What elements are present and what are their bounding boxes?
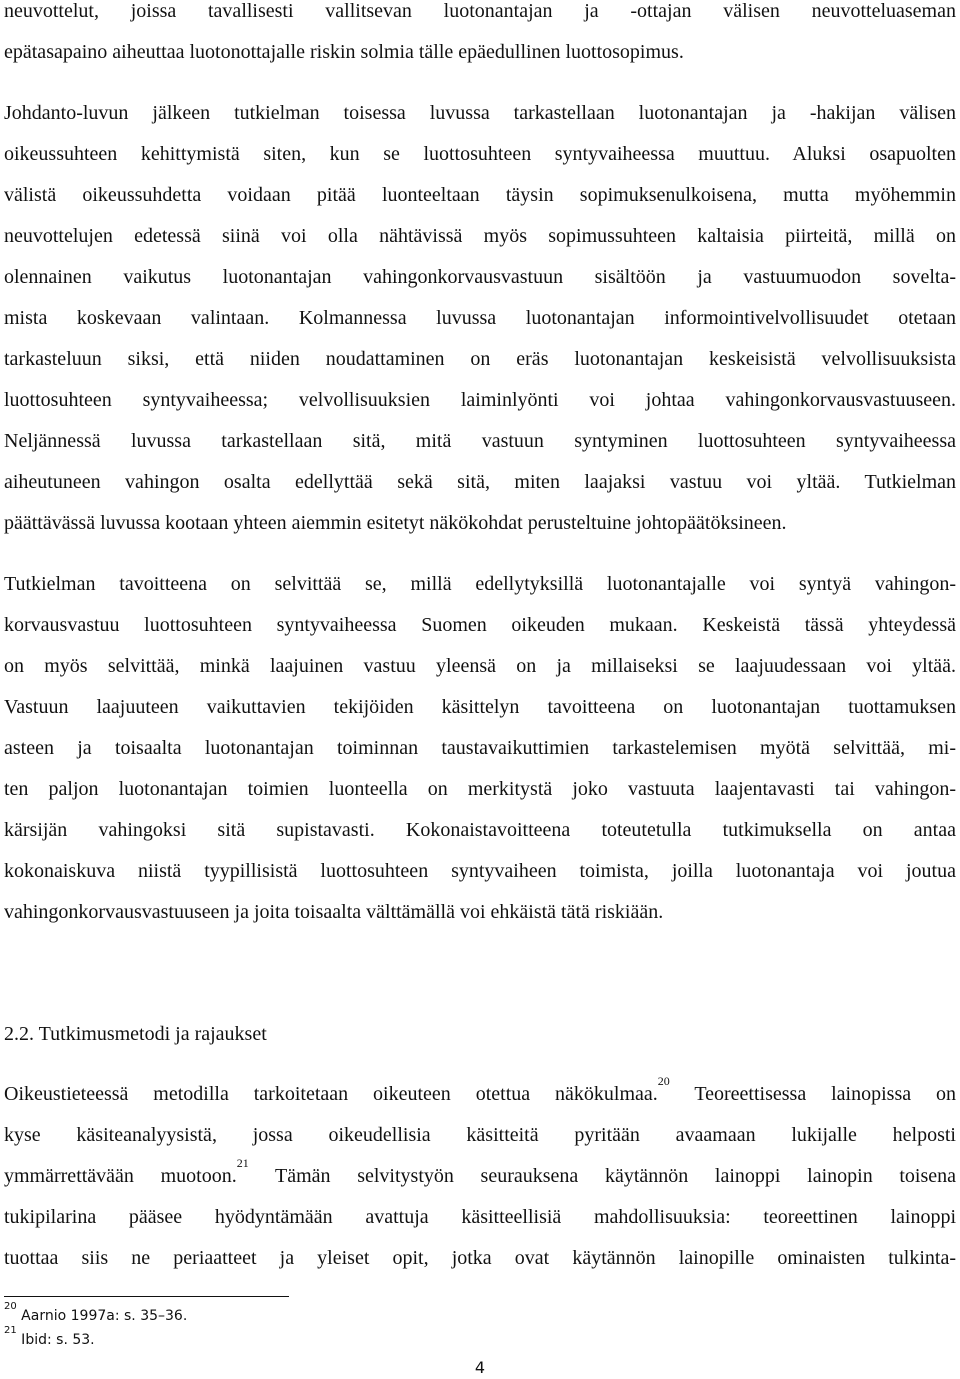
paragraph-line: mista koskevaan valintaan. Kolmannessa luvussa luotonantajan informointivelvollisuudet otetaan <box>4 307 956 329</box>
paragraph-line: oikeussuhteen kehittymistä siten, kun se luottosuhteen syntyvaiheessa muuttuu. Aluksi osapuolten <box>4 143 956 165</box>
footnote-text: Aarnio 1997a: s. 35–36. <box>16 1308 188 1324</box>
footnote-number: 21 <box>4 1325 17 1336</box>
paragraph-line: epätasapaino aiheuttaa luotonottajalle riskin solmia tälle epäedullinen luottosopimus. <box>4 41 684 63</box>
paragraph-line: kärsijän vahingoksi sitä supistavasti. Kokonaistavoitteena toteutetulla tutkimuksella on antaa <box>4 819 956 841</box>
paragraph-line: olennainen vaikutus luotonantajan vahingonkorvausvastuun sisältöön ja vastuumuodon sovelta- <box>4 266 956 288</box>
paragraph-line: päättävässä luvussa kootaan yhteen aiemmin esitetyt näkökohdat perusteltuine johtopäätöksineen. <box>4 512 787 534</box>
text-run: Oikeustieteessä metodilla tarkoitetaan oikeuteen otettua näkökulmaa. <box>4 1083 658 1105</box>
footnote <box>4 1301 188 1325</box>
section-heading: 2.2. Tutkimusmetodi ja rajaukset <box>4 1023 267 1045</box>
paragraph-line: Neljännessä luvussa tarkastellaan sitä, mitä vastuun syntyminen luottosuhteen syntyvaiheessa <box>4 430 956 452</box>
paragraph-line: tarkasteluun siksi, että niiden noudattaminen on eräs luotonantajan keskeisistä velvollisuuksista <box>4 348 956 370</box>
paragraph-line: Vastuun laajuuteen vaikuttavien tekijöiden käsittelyn tavoitteena on luotonantajan tuottamuksen <box>4 696 956 718</box>
paragraph-line: tuottaa siis ne periaatteet ja yleiset opit, jotka ovat käytännön lainopille ominaisten tulkinta- <box>4 1247 956 1269</box>
footnote-divider <box>4 1296 289 1297</box>
footnote-ref[interactable]: 20 <box>657 1074 670 1088</box>
paragraph-line: ten paljon luotonantajan toimien luonteella on merkitystä joko vastuuta laajentavasti tai vahingon- <box>4 778 956 800</box>
footnote-text: Ibid: s. 53. <box>16 1332 95 1348</box>
footnote <box>4 1325 95 1349</box>
footnote-ref[interactable]: 21 <box>236 1156 249 1170</box>
text-run: Teoreettisessa lainopissa on <box>669 1083 957 1105</box>
paragraph-line: korvausvastuu luottosuhteen syntyvaiheessa Suomen oikeuden mukaan. Keskeistä tässä yhteydessä <box>4 614 956 636</box>
paragraph-line: kyse käsiteanalyysistä, jossa oikeudellisia käsitteitä pyritään avaamaan lukijalle helposti <box>4 1124 956 1146</box>
text-run: Tämän selvitystyön seurauksena käytännön lainoppi lainopin toisena <box>248 1165 957 1187</box>
paragraph-line: luottosuhteen syntyvaiheessa; velvollisuuksien laiminlyönti voi johtaa vahingonkorvausvastuuseen. <box>4 389 956 411</box>
paragraph-line: tukipilarina pääsee hyödyntämään avattuja käsitteellisiä mahdollisuuksia: teoreettinen lainoppi <box>4 1206 956 1228</box>
text-run: ymmärrettävään muotoon. <box>4 1165 237 1187</box>
paragraph-line: on myös selvittää, minkä laajuinen vastuu yleensä on ja millaiseksi se laajuudessaan voi yltää. <box>4 655 956 677</box>
paragraph-line: välistä oikeussuhdetta voidaan pitää luonteeltaan täysin sopimuksenulkoisena, mutta myöhemmin <box>4 184 956 206</box>
paragraph-line: kokonaiskuva niistä tyypillisistä luottosuhteen syntyvaiheen toimista, joilla luotonantaja voi joutua <box>4 860 956 882</box>
paragraph-line: Johdanto-luvun jälkeen tutkielman toisessa luvussa tarkastellaan luotonantajan ja -hakijan välisen <box>4 102 956 124</box>
paragraph-line: vahingonkorvausvastuuseen ja joita toisaalta välttämällä voi ehkäistä tätä riskiään. <box>4 901 664 923</box>
paragraph-line: aiheutuneen vahingon osalta edellyttää sekä sitä, miten laajaksi vastuu voi yltää. Tutkielman <box>4 471 956 493</box>
paragraph-line <box>4 1156 957 1187</box>
paragraph-line: neuvottelut, joissa tavallisesti vallitsevan luotonantajan ja -ottajan välisen neuvotteluaseman <box>4 0 956 22</box>
footnote-number: 20 <box>4 1301 17 1312</box>
page-number: 4 <box>474 1358 486 1377</box>
paragraph-line: asteen ja toisaalta luotonantajan toiminnan taustavaikuttimien tarkastelemisen myötä selvittää, mi- <box>4 737 956 759</box>
paragraph-line <box>4 1074 957 1105</box>
paragraph-line: Tutkielman tavoitteena on selvittää se, millä edellytyksillä luotonantajalle voi syntyä vahingon- <box>4 573 956 595</box>
paragraph-line: neuvottelujen edetessä siinä voi olla nähtävissä myös sopimussuhteen kaltaisia piirteitä, millä on <box>4 225 956 247</box>
